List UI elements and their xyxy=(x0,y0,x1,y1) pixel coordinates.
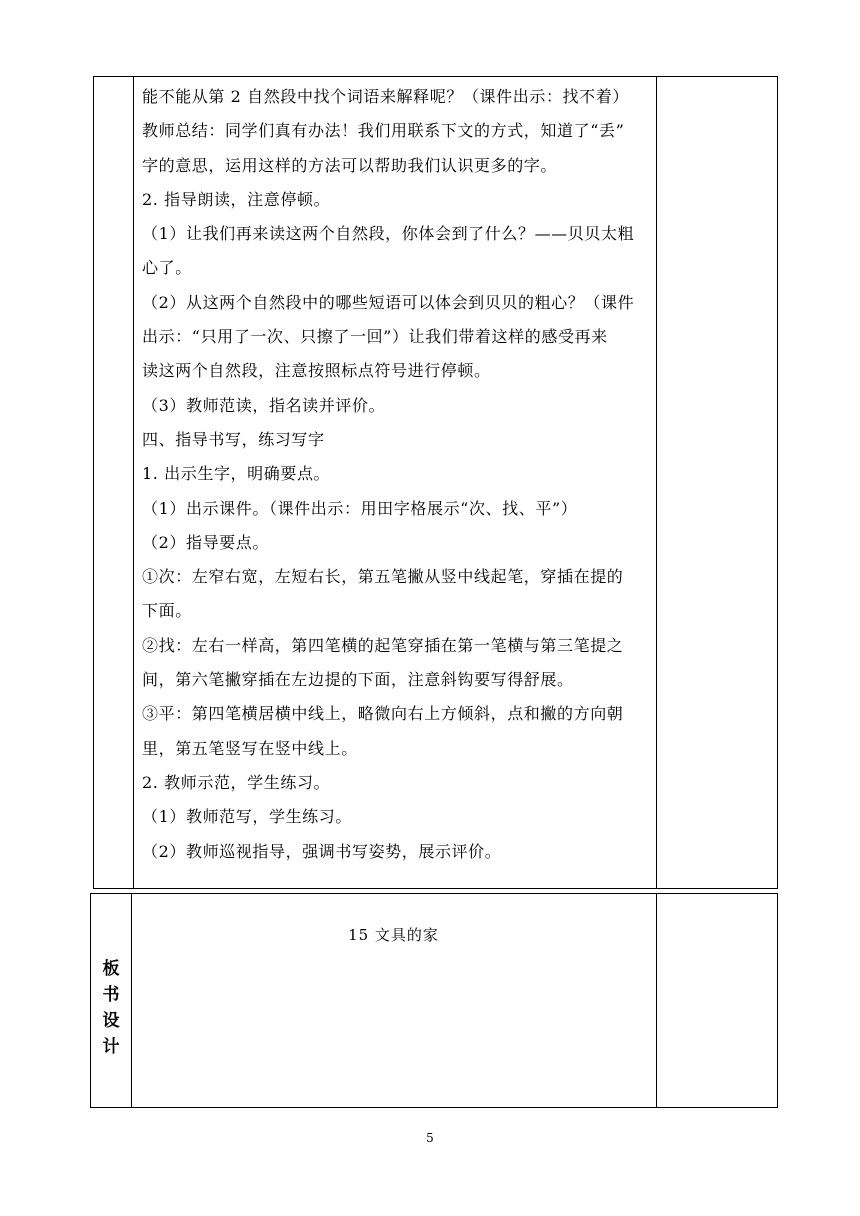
text-line: （1）让我们再来读这两个自然段，你体会到了什么？——贝贝太粗 xyxy=(142,224,635,244)
text-line: 1. 出示生字，明确要点。 xyxy=(142,464,331,484)
text-line: ③平：第四笔横居横中线上，略微向右上方倾斜，点和撇的方向朝 xyxy=(142,704,624,724)
section-heading: 四、指导书写，练习写字 xyxy=(142,429,325,449)
column-divider xyxy=(656,894,657,1107)
text-line: ②找：左右一样高，第四笔横的起笔穿插在第一笔横与第三笔提之 xyxy=(142,635,624,655)
label-char: 设 xyxy=(102,1011,120,1031)
text-line: （3）教师范读，指名读并评价。 xyxy=(142,395,386,415)
text-line: （2）指导要点。 xyxy=(142,532,269,552)
column-divider xyxy=(133,77,134,888)
text-line: 里，第五笔竖写在竖中线上。 xyxy=(142,738,358,758)
column-divider xyxy=(656,77,657,888)
text-line: （1）出示课件。（课件出示：用田字格展示“次、找、平”） xyxy=(142,498,578,518)
board-design-label xyxy=(91,956,131,1060)
board-design-table xyxy=(90,893,778,1108)
text-line: 下面。 xyxy=(142,601,192,621)
text-line: 教师总结：同学们真有办法！我们用联系下文的方式，知道了“丢” xyxy=(142,121,625,141)
lesson-process-content xyxy=(142,80,650,869)
lesson-process-table xyxy=(93,76,778,889)
text-line: 2. 教师示范，学生练习。 xyxy=(142,772,331,792)
board-title: 15 文具的家 xyxy=(348,926,439,944)
text-line: 间，第六笔撇穿插在左边提的下面，注意斜钩要写得舒展。 xyxy=(142,670,574,690)
text-line: （2）从这两个自然段中的哪些短语可以体会到贝贝的粗心？（课件 xyxy=(142,292,635,312)
page-number: 5 xyxy=(426,1131,434,1145)
text-line: 2. 指导朗读，注意停顿。 xyxy=(142,189,331,209)
text-line: 能不能从第 2 自然段中找个词语来解释呢？（课件出示：找不着） xyxy=(142,87,629,106)
text-line: 心了。 xyxy=(142,258,192,278)
text-line: 字的意思，运用这样的方法可以帮助我们认识更多的字。 xyxy=(142,155,558,175)
text-line: （2）教师巡视指导，强调书写姿势，展示评价。 xyxy=(142,841,502,861)
label-char: 板 xyxy=(102,959,120,979)
text-line: 读这两个自然段，注意按照标点符号进行停顿。 xyxy=(142,361,491,381)
text-line: （1）教师范写，学生练习。 xyxy=(142,807,352,827)
text-line: 出示：“只用了一次、只擦了一回”）让我们带着这样的感受再来 xyxy=(142,327,608,347)
text-line: ①次：左窄右宽，左短右长，第五笔撇从竖中线起笔，穿插在提的 xyxy=(142,567,624,587)
label-char: 计 xyxy=(102,1037,120,1057)
label-char: 书 xyxy=(102,985,120,1005)
